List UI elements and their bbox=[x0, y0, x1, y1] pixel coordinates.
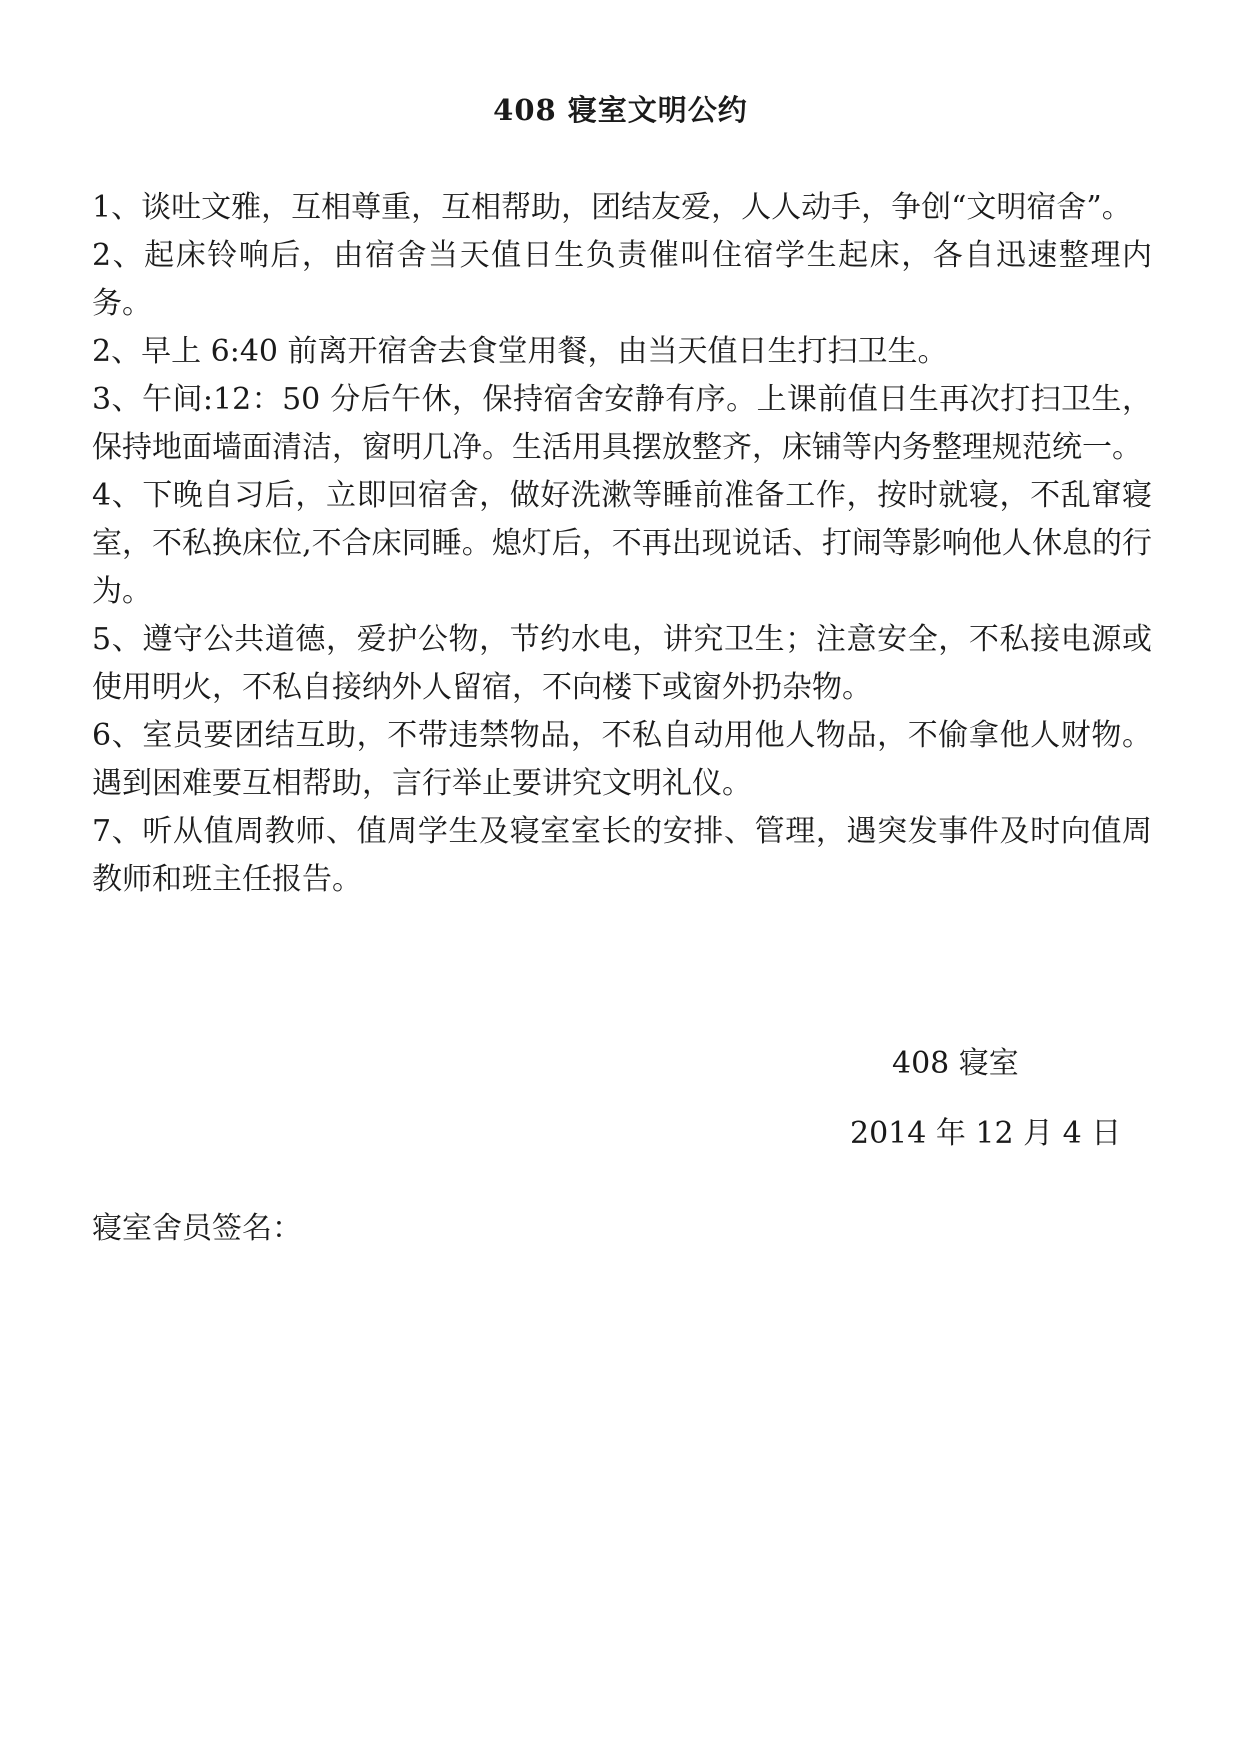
signature-dorm: 408 寝室 bbox=[892, 1046, 1019, 1081]
clause-2: 2、起床铃响后，由宿舍当天值日生负责催叫住宿学生起床，各自迅速整理内务。 bbox=[92, 238, 1152, 321]
clause-5: 4、下晚自习后，立即回宿舍，做好洗漱等睡前准备工作，按时就寝，不乱窜寝室，不私换床位,不合床同睡。熄灯后，不再出现说话、打闹等影响他人休息的行为。 bbox=[92, 478, 1152, 609]
document-title: 408 寝室文明公约 bbox=[493, 93, 748, 127]
clause-8: 7、听从值周教师、值周学生及寝室室长的安排、管理，遇突发事件及时向值周教师和班主任报告。 bbox=[92, 814, 1152, 897]
clause-4: 3、午间:12：50 分后午休，保持宿舍安静有序。上课前值日生再次打扫卫生，保持地面墙面清洁，窗明几净。生活用具摆放整齐，床铺等内务整理规范统一。 bbox=[92, 382, 1152, 465]
member-sign-label: 寝室舍员签名： bbox=[92, 1211, 302, 1246]
clause-7: 6、室员要团结互助，不带违禁物品，不私自动用他人物品，不偷拿他人财物。遇到困难要互相帮助，言行举止要讲究文明礼仪。 bbox=[92, 718, 1152, 801]
clause-list bbox=[92, 184, 1152, 904]
clause-3: 2、早上 6:40 前离开宿舍去食堂用餐，由当天值日生打扫卫生。 bbox=[92, 334, 948, 369]
clause-6: 5、遵守公共道德，爱护公物，节约水电，讲究卫生；注意安全，不私接电源或使用明火，不私自接纳外人留宿，不向楼下或窗外扔杂物。 bbox=[92, 622, 1152, 705]
signature-date: 2014 年 12 月 4 日 bbox=[850, 1116, 1122, 1151]
clause-1: 1、谈吐文雅，互相尊重，互相帮助，团结友爱，人人动手，争创“文明宿舍”。 bbox=[92, 190, 1132, 225]
